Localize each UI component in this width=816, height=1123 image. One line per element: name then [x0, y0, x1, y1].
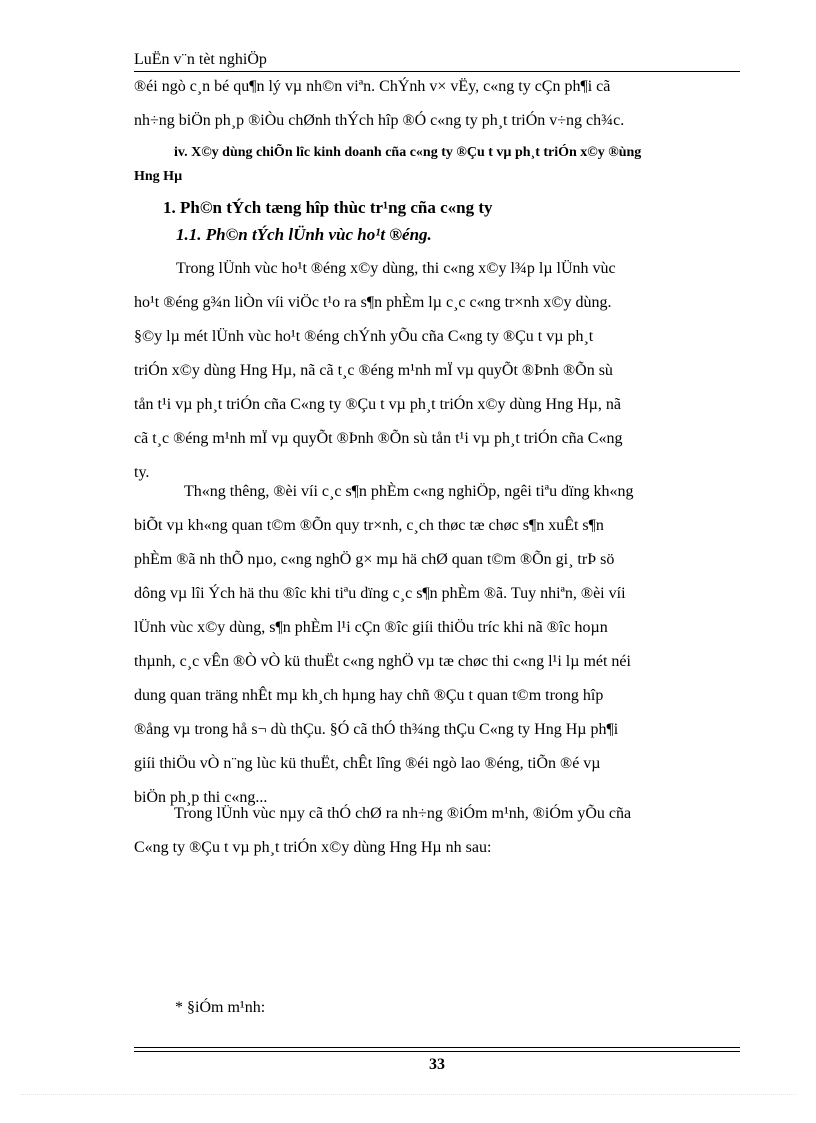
paragraph-intro [134, 70, 740, 138]
bullet-strengths: * §iÓm m¹nh: [175, 999, 266, 1016]
text-line: thµnh, c¸c vÊn ®Ò vÒ kü thuËt c«ng nghÖ vµ tæ chøc thi c«ng l¹i lµ mét néi [134, 653, 631, 670]
section-iv-line-2: Hng Hµ [134, 169, 183, 184]
text-line: triÓn x©y dùng Hng Hµ, nã cã t¸c ®éng m¹nh mÏ vµ quyÕt ®Þnh ®Õn sù [134, 362, 613, 379]
text-line: tån t¹i vµ ph¸t triÓn cña C«ng ty ®Çu t vµ ph¸t triÓn x©y dùng Hng Hµ, nã [134, 396, 621, 413]
text-line: ty. [134, 464, 150, 481]
text-line: phÈm ®ã nh thÕ nµo, c«ng nghÖ g× mµ hä chØ quan t©m ®Õn gi¸ trÞ sö [134, 551, 615, 568]
footer-rule-bottom [134, 1051, 740, 1052]
heading-1-1: 1.1. Ph©n tÝch lÜnh vùc ho¹t ®éng. [176, 225, 432, 244]
footer-rule-top [134, 1047, 740, 1048]
text-line: lÜnh vùc x©y dùng, s¶n phÈm l¹i cÇn ®îc giíi thiÖu tríc khi nã ®îc hoµn [134, 619, 608, 636]
text-line: dông vµ lîi Ých hä thu ®îc khi tiªu dïng c¸c s¶n phÈm ®ã. Tuy nhiªn, ®èi víi [134, 585, 626, 602]
text-line: Trong lÜnh vùc nµy cã thÓ chØ ra nh÷ng ®iÓm m¹nh, ®iÓm yÕu cña [174, 805, 632, 822]
heading-1: 1. Ph©n tÝch tæng hîp thùc tr¹ng cña c«ng ty [163, 198, 493, 217]
text-line: nh÷ng biÖn ph¸p ®iÒu chØnh thÝch hîp ®Ó c«ng ty ph¸t triÓn v÷ng ch¾c. [134, 112, 625, 129]
section-iv-line-1: iv. X©y dùng chiÕn lîc kinh doanh cña c«ng ty ®Çu t vµ ph¸t triÓn x©y ®ùng [174, 145, 642, 160]
text-line: C«ng ty ®Çu t vµ ph¸t triÓn x©y dùng Hng Hµ nh sau: [134, 839, 492, 856]
paragraph-strengths-weaknesses [134, 797, 740, 865]
text-line: ®éi ngò c¸n bé qu¶n lý vµ nh©n viªn. ChÝnh v× vËy, c«ng ty cÇn ph¶i cã [134, 78, 611, 95]
paragraph-consumers [134, 475, 740, 815]
section-iv-heading [134, 141, 740, 189]
text-line: cã t¸c ®éng m¹nh mÏ vµ quyÕt ®Þnh ®Õn sù tån t¹i vµ ph¸t triÓn cña C«ng [134, 430, 623, 447]
header-title: LuËn v¨n tèt nghiÖp [134, 51, 267, 68]
text-line: biÕt vµ kh«ng quan t©m ®Õn quy tr×nh, c¸ch thøc tæ chøc s¶n xuÊt s¶n [134, 517, 604, 534]
text-line: giíi thiÖu vÒ n¨ng lùc kü thuËt, chÊt lîng ®éi ngò lao ®éng, tiÕn ®é vµ [134, 755, 601, 772]
text-line: Th«ng thêng, ®èi víi c¸c s¶n phÈm c«ng nghiÖp, ngêi tiªu dïng kh«ng [184, 483, 634, 500]
text-line: ho¹t ®éng g¾n liÒn víi viÖc t¹o ra s¶n phÈm lµ c¸c c«ng tr×nh x©y dùng. [134, 294, 612, 311]
text-line: §©y lµ mét lÜnh vùc ho¹t ®éng chÝnh yÕu cña C«ng ty ®Çu t vµ ph¸t [134, 328, 594, 345]
text-line: Trong lÜnh vùc ho¹t ®éng x©y dùng, thi c«ng x©y l¾p lµ lÜnh vùc [176, 260, 616, 277]
text-line: ®ång vµ trong hå s¬ dù thÇu. §Ó cã thÓ th¾ng thÇu C«ng ty Hng Hµ ph¶i [134, 721, 619, 738]
paragraph-activity [134, 252, 740, 490]
page-number: 33 [429, 1056, 445, 1073]
text-line: biÖn ph¸p thi c«ng... [134, 789, 268, 806]
text-line: dung quan träng nhÊt mµ kh¸ch hµng hay chñ ®Çu t quan t©m trong hîp [134, 687, 604, 704]
page-edge-divider [20, 1094, 796, 1095]
